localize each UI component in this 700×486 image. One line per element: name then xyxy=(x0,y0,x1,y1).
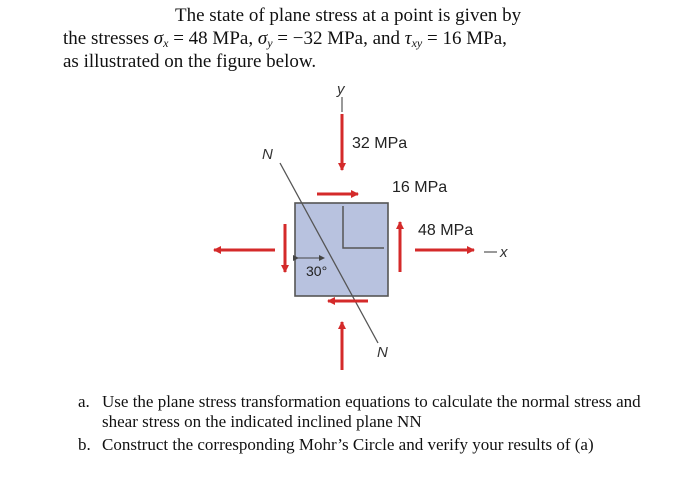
question-b xyxy=(78,435,678,455)
sigma-x-subscript: x xyxy=(163,36,169,50)
question-a-text: Use the plane stress transformation equations to calculate the normal stress and shear stress on the indicated inclined plane NN xyxy=(102,392,641,431)
problem-line-1: The state of plane stress at a point is given by xyxy=(175,5,522,26)
sigma-y-symbol: σ xyxy=(257,28,268,49)
plane-label-top: N xyxy=(262,146,273,163)
sigma-x-value: = 48 MPa, xyxy=(168,28,254,49)
angle-label: 30° xyxy=(306,263,328,279)
sigma-x-label: 48 MPa xyxy=(418,222,474,239)
question-a xyxy=(78,392,678,432)
y-axis-label: y xyxy=(337,81,345,98)
question-a-label: a. xyxy=(78,392,90,411)
sigma-x-symbol: σ xyxy=(153,28,164,49)
plane-label-bottom: N xyxy=(377,344,388,361)
tau-xy-subscript: xy xyxy=(411,36,423,50)
question-b-label: b. xyxy=(78,435,91,454)
tau-xy-symbol: τ xyxy=(404,28,412,49)
sigma-y-subscript: y xyxy=(267,36,273,50)
stresses-intro: the stresses xyxy=(63,28,150,49)
tau-label: 16 MPa xyxy=(392,179,448,196)
problem-line-3: as illustrated on the figure below. xyxy=(63,51,317,72)
question-b-text: Construct the corresponding Mohr’s Circle and verify your results of (a) xyxy=(102,435,594,454)
sigma-y-value: = −32 MPa, and xyxy=(272,28,401,49)
x-axis-label: x xyxy=(500,244,508,261)
tau-xy-value: = 16 MPa, xyxy=(422,28,507,49)
sigma-y-label: 32 MPa xyxy=(352,135,408,152)
